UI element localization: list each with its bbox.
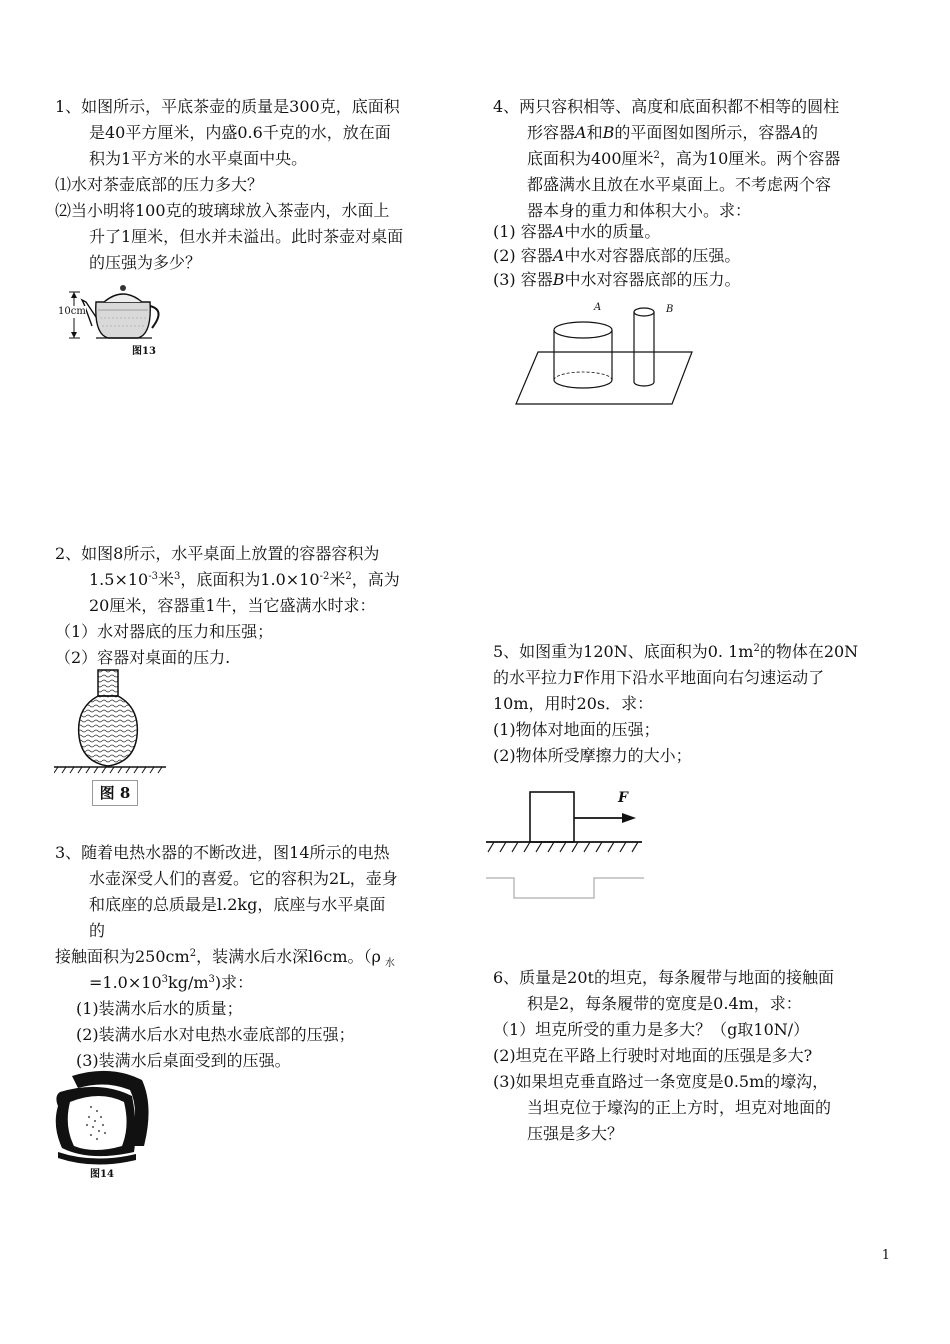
q5-line-3: 10m，用时20s．求：: [493, 694, 654, 713]
q1-line-3: 积为1平方米的水平桌面中央。: [89, 149, 308, 168]
q6-subquestion-3-end: 压强是多大？: [527, 1124, 624, 1143]
q2-line-1: 2、如图8所示，水平桌面上放置的容器容积为: [55, 544, 380, 563]
q4-line-4: 都盛满水且放在水平桌面上。不考虑两个容: [527, 175, 832, 194]
q1-line-1: 1、如图所示，平底茶壶的质量是300克，底面积: [55, 97, 400, 116]
q5-line-1: 5、如图重为120N、底面积为0. $1m^2$的物体在20N: [493, 642, 859, 661]
electric-kettle-figure: [50, 1066, 154, 1166]
q3-subquestion-1: (1)装满水后水的质量；: [76, 999, 243, 1018]
q1-subquestion-2-end: 的压强为多少？: [89, 253, 202, 272]
figure-8-caption: 图 8: [92, 780, 138, 806]
q4-subquestion-1: (1) 容器A中水的质量。: [493, 222, 661, 241]
q4-line-2: 形容器A和B的平面图如图所示，容器A的: [527, 123, 818, 142]
q6-subquestion-3-cont: 当坦克位于壕沟的正上方时，坦克对地面的: [527, 1098, 832, 1117]
q1-subquestion-2: ⑵当小明将100克的玻璃球放入茶壶内，水面上: [55, 201, 390, 220]
q5-subquestion-1: (1)物体对地面的压强；: [493, 720, 660, 739]
teapot-dimension-label: 10cm: [58, 306, 86, 317]
q3-line-3: 和底座的总质最是l.2kg，底座与水平桌面: [89, 895, 386, 914]
q2-line-2: $1.5\times 10^{-3}$米$^3$，底面积为$1.0\times 10^{-2}$米$^2$，高为: [89, 570, 400, 589]
force-f-label: F: [618, 790, 628, 806]
cylinder-b-label: B: [666, 304, 674, 315]
q6-subquestion-3: (3)如果坦克垂直路过一条宽度是0.5m的壕沟，: [493, 1072, 829, 1091]
q3-subquestion-2: (2)装满水后水对电热水壶底部的压强；: [76, 1025, 355, 1044]
q3-line-5: 接触面积为$250cm^2$，装满水后水深l6cm。（ρ $_水$: [55, 947, 395, 969]
q3-line-2: 水壶深受人们的喜爱。它的容积为2L，壶身: [89, 869, 398, 888]
q3-line-1: 3、随着电热水器的不断改进，图14所示的电热: [55, 843, 390, 862]
q1-subquestion-2-cont: 升了1厘米，但水并未溢出。此时茶壶对桌面: [89, 227, 404, 246]
q5-line-2: 的水平拉力F作用下沿水平地面向右匀速运动了: [493, 668, 825, 687]
q2-subquestion-2: （2）容器对桌面的压力.: [55, 648, 231, 667]
q2-subquestion-1: （1）水对器底的压力和压强；: [55, 622, 274, 641]
q6-line-1: 6、质量是20t的坦克，每条履带与地面的接触面: [493, 968, 834, 987]
q5-subquestion-2: (2)物体所受摩擦力的大小；: [493, 746, 692, 765]
q1-subquestion-1: ⑴水对茶壶底部的压力多大？: [55, 175, 264, 194]
q3-subquestion-3: (3)装满水后桌面受到的压强。: [76, 1051, 291, 1070]
q4-subquestion-2: (2) 容器A中水对容器底部的压强。: [493, 246, 741, 265]
q6-subquestion-2: (2)坦克在平路上行驶时对地面的压强是多大?: [493, 1046, 813, 1065]
q6-line-2: 积是2，每条履带的宽度是0.4m，求：: [527, 994, 802, 1013]
q3-line-6: $=1.0\times 10^3kg/m^3$)求：: [89, 973, 254, 992]
q6-subquestion-1: （1）坦克所受的重力是多大？（g取10N/）: [493, 1020, 810, 1039]
q4-line-5: 器本身的重力和体积大小。求：: [527, 201, 752, 220]
figure-14-caption: 图14: [90, 1169, 114, 1180]
q4-line-1: 4、两只容积相等、高度和底面积都不相等的圆柱: [493, 97, 840, 116]
q4-subquestion-3: (3) 容器B中水对容器底部的压力。: [493, 270, 741, 289]
q3-line-4: 的: [89, 921, 106, 940]
q1-line-2: 是40平方厘米，内盛0.6千克的水，放在面: [89, 123, 391, 142]
flask-figure: [54, 668, 170, 774]
cylinder-a-label: A: [594, 302, 602, 313]
q2-line-3: 20厘米，容器重1牛，当它盛满水时求：: [89, 596, 376, 615]
figure-13-caption: 图13: [132, 346, 156, 357]
page-number: 1: [881, 1248, 890, 1263]
q4-line-3: 底面积为400厘米$^2$，高为10厘米。两个容器: [527, 149, 841, 168]
